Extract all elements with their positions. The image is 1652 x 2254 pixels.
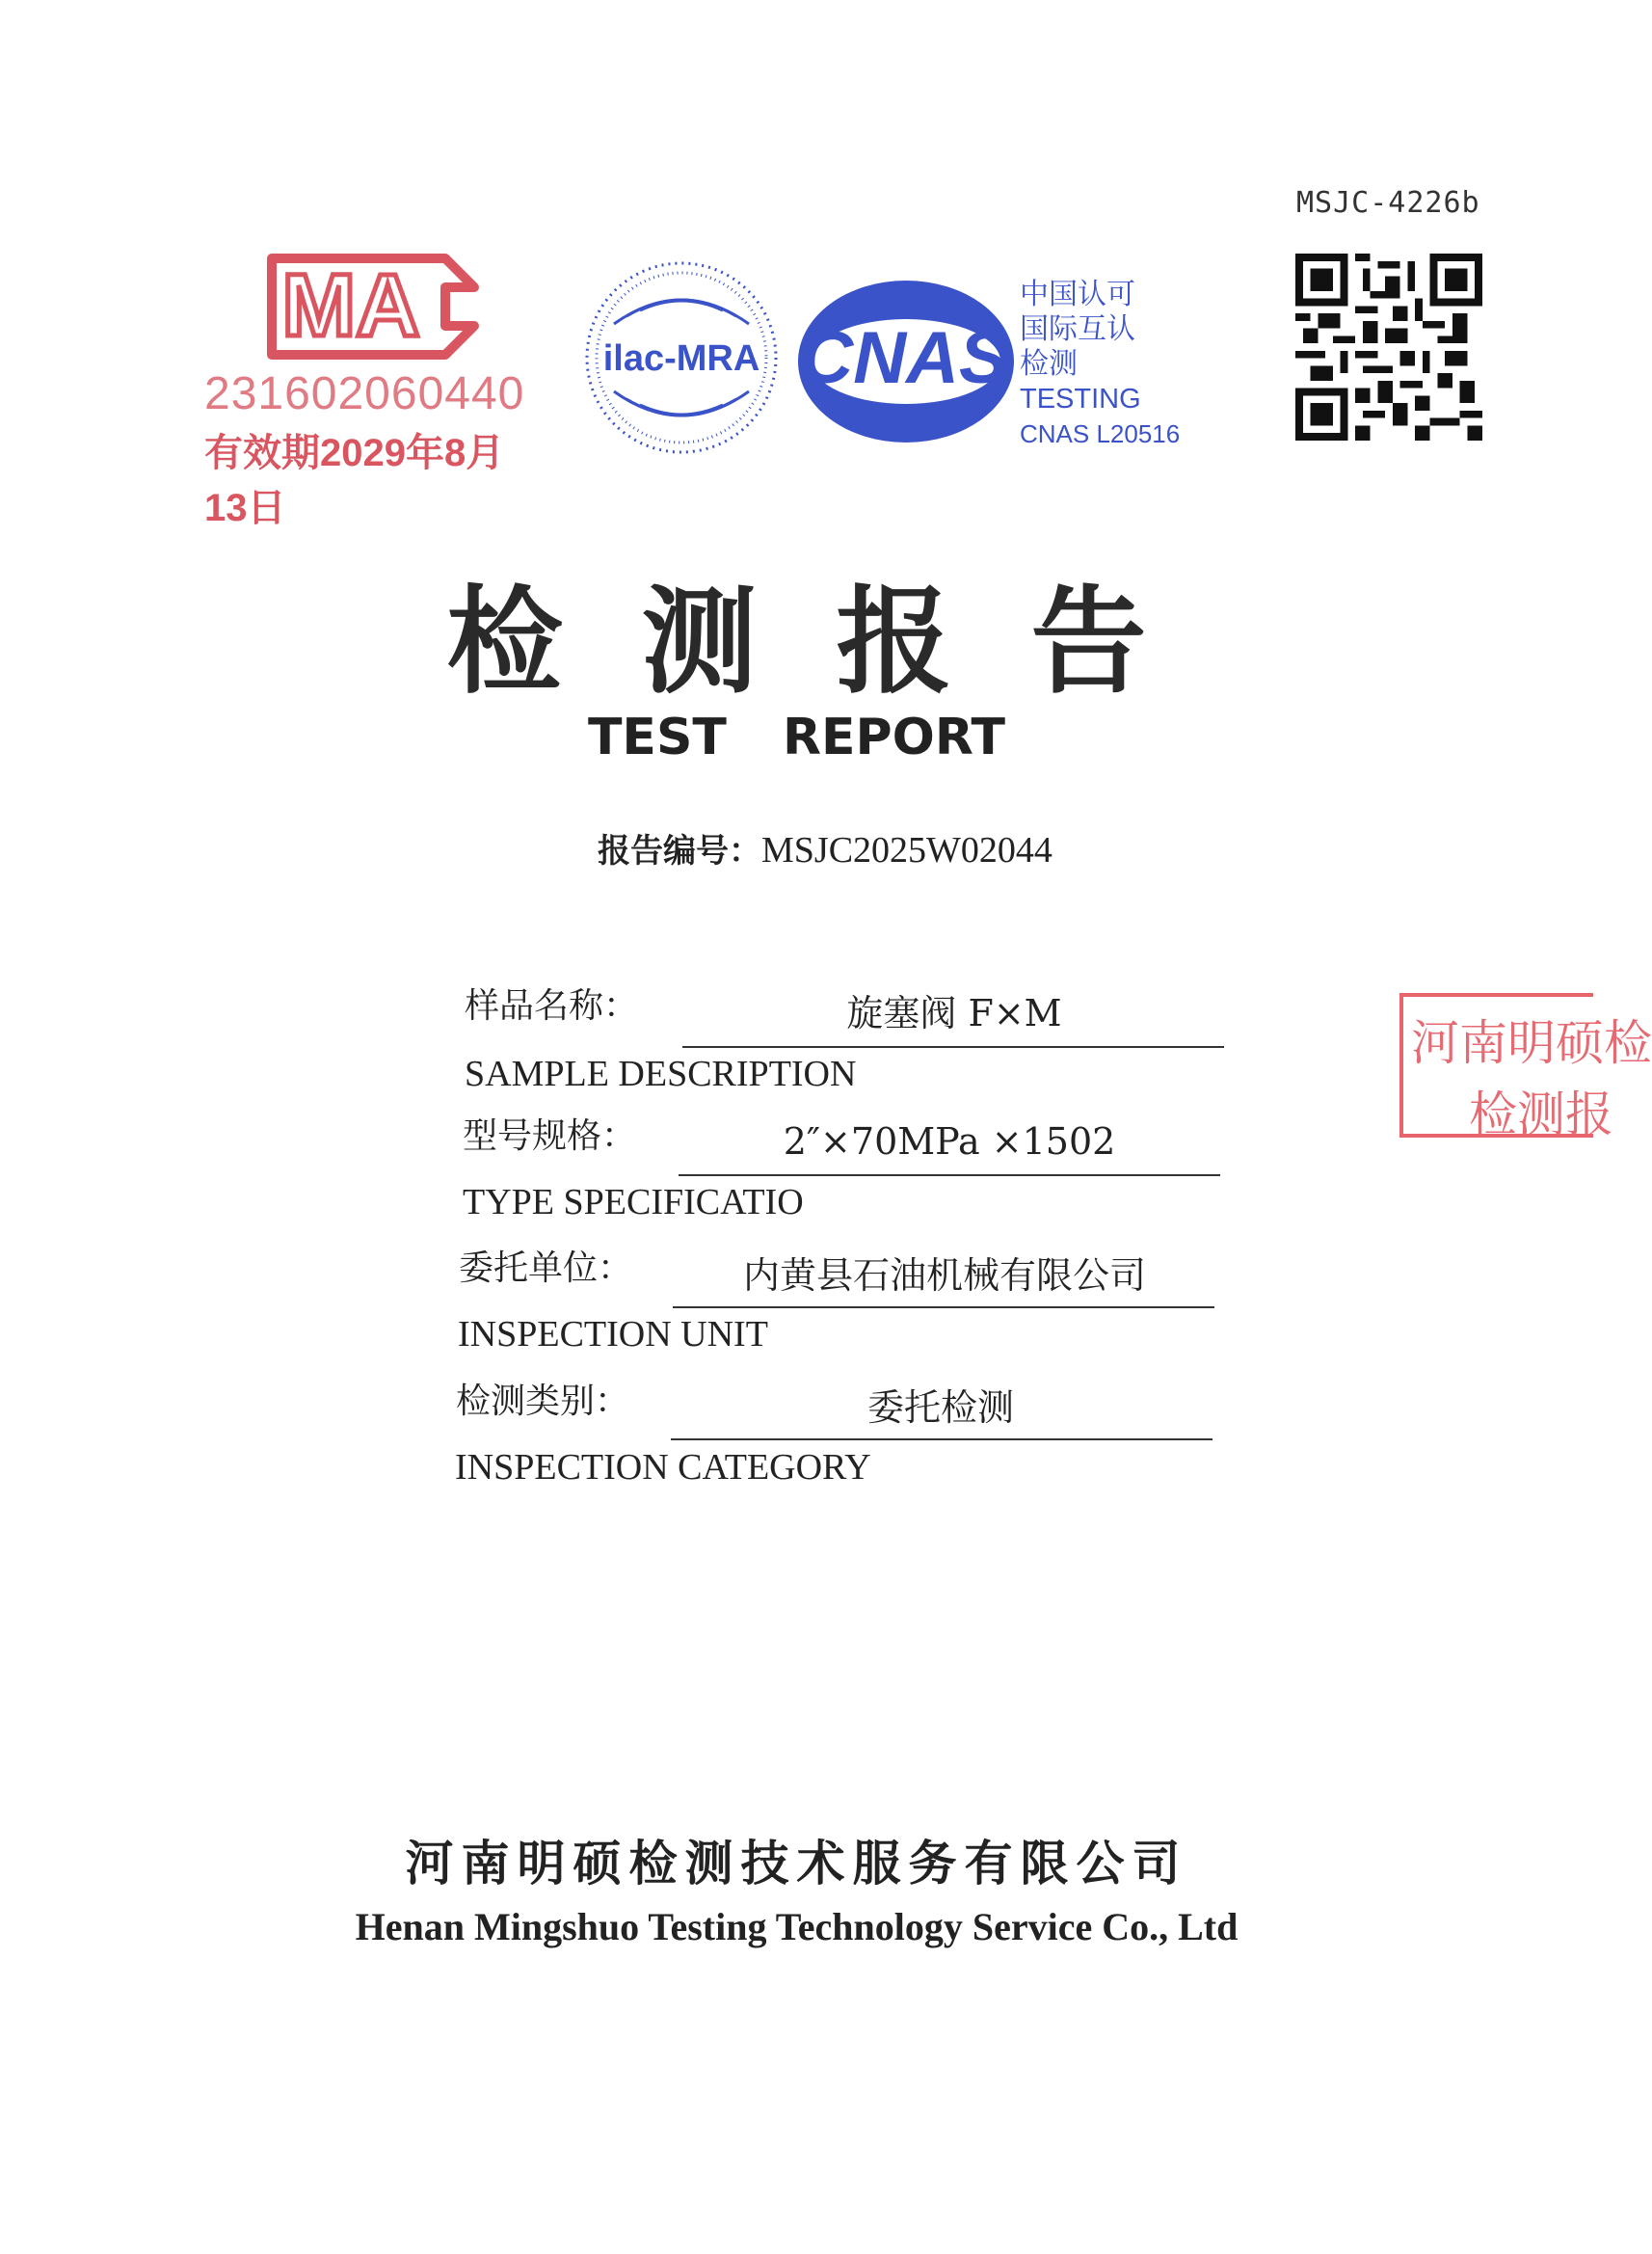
category-value: 委托检测: [866, 1386, 1014, 1429]
report-number-label: 报告编号：: [598, 832, 761, 871]
company-name-en: Henan Mingshuo Testing Technology Service Co., Ltd: [355, 1905, 1239, 1948]
type-spec-label: 型号规格：: [463, 1116, 637, 1156]
type-specification-label: TYPE SPECIFICATIO: [463, 1182, 804, 1222]
red-seal-stamp: [1399, 993, 1652, 1142]
cnas-testing: TESTING: [1020, 384, 1141, 415]
cma-mark: [204, 244, 525, 529]
ilac-mra-logo: [580, 256, 783, 459]
type-spec-underline: [679, 1174, 1220, 1176]
cnas-line-3: 检测: [1020, 347, 1078, 381]
report-number-value: MSJC2025W02044: [761, 830, 1052, 871]
cma-number: 231602060440: [204, 368, 525, 419]
sample-name-value: 旋塞阀 F×M: [846, 992, 1062, 1034]
category-label: 检测类别：: [456, 1382, 630, 1421]
client-value: 内黄县石油机械有限公司: [742, 1254, 1146, 1297]
cnas-line-2: 国际互认: [1020, 312, 1135, 346]
stamp-line-1: 河南明硕检: [1411, 1015, 1652, 1071]
sample-name-label: 样品名称：: [465, 986, 639, 1026]
document-code: MSJC-4226b: [1296, 186, 1480, 220]
svg-text:ilac-MRA: ilac-MRA: [602, 338, 760, 379]
client-label: 委托单位：: [459, 1248, 633, 1288]
page-title-cn: 检测报告: [446, 574, 1226, 710]
stamp-line-2: 检测报: [1469, 1087, 1613, 1142]
cma-logo-icon: [233, 244, 484, 369]
cma-validity: 有效期2029年8月13日: [204, 432, 505, 529]
cnas-caption: [1020, 278, 1180, 451]
inspection-category-label: INSPECTION CATEGORY: [455, 1447, 871, 1488]
sample-description-label: SAMPLE DESCRIPTION: [465, 1054, 857, 1094]
svg-text:CNAS: CNAS: [800, 317, 1008, 399]
cnas-logo: [790, 275, 1031, 448]
type-spec-value: 2″×70MPa ×1502: [783, 1120, 1116, 1163]
qr-code-icon: [1295, 254, 1482, 441]
client-underline: [673, 1306, 1214, 1308]
report-number: [598, 824, 1052, 872]
svg-text:MA: MA: [281, 256, 420, 355]
category-underline: [671, 1438, 1212, 1440]
page-title-en: TEST REPORT: [587, 709, 1006, 766]
sample-name-underline: [682, 1046, 1224, 1048]
inspection-unit-label: INSPECTION UNIT: [458, 1314, 768, 1355]
cnas-line-1: 中国认可: [1020, 278, 1135, 311]
cnas-registration: CNAS L20516: [1020, 419, 1181, 448]
company-name-cn: 河南明硕检测技术服务有限公司: [405, 1836, 1188, 1892]
